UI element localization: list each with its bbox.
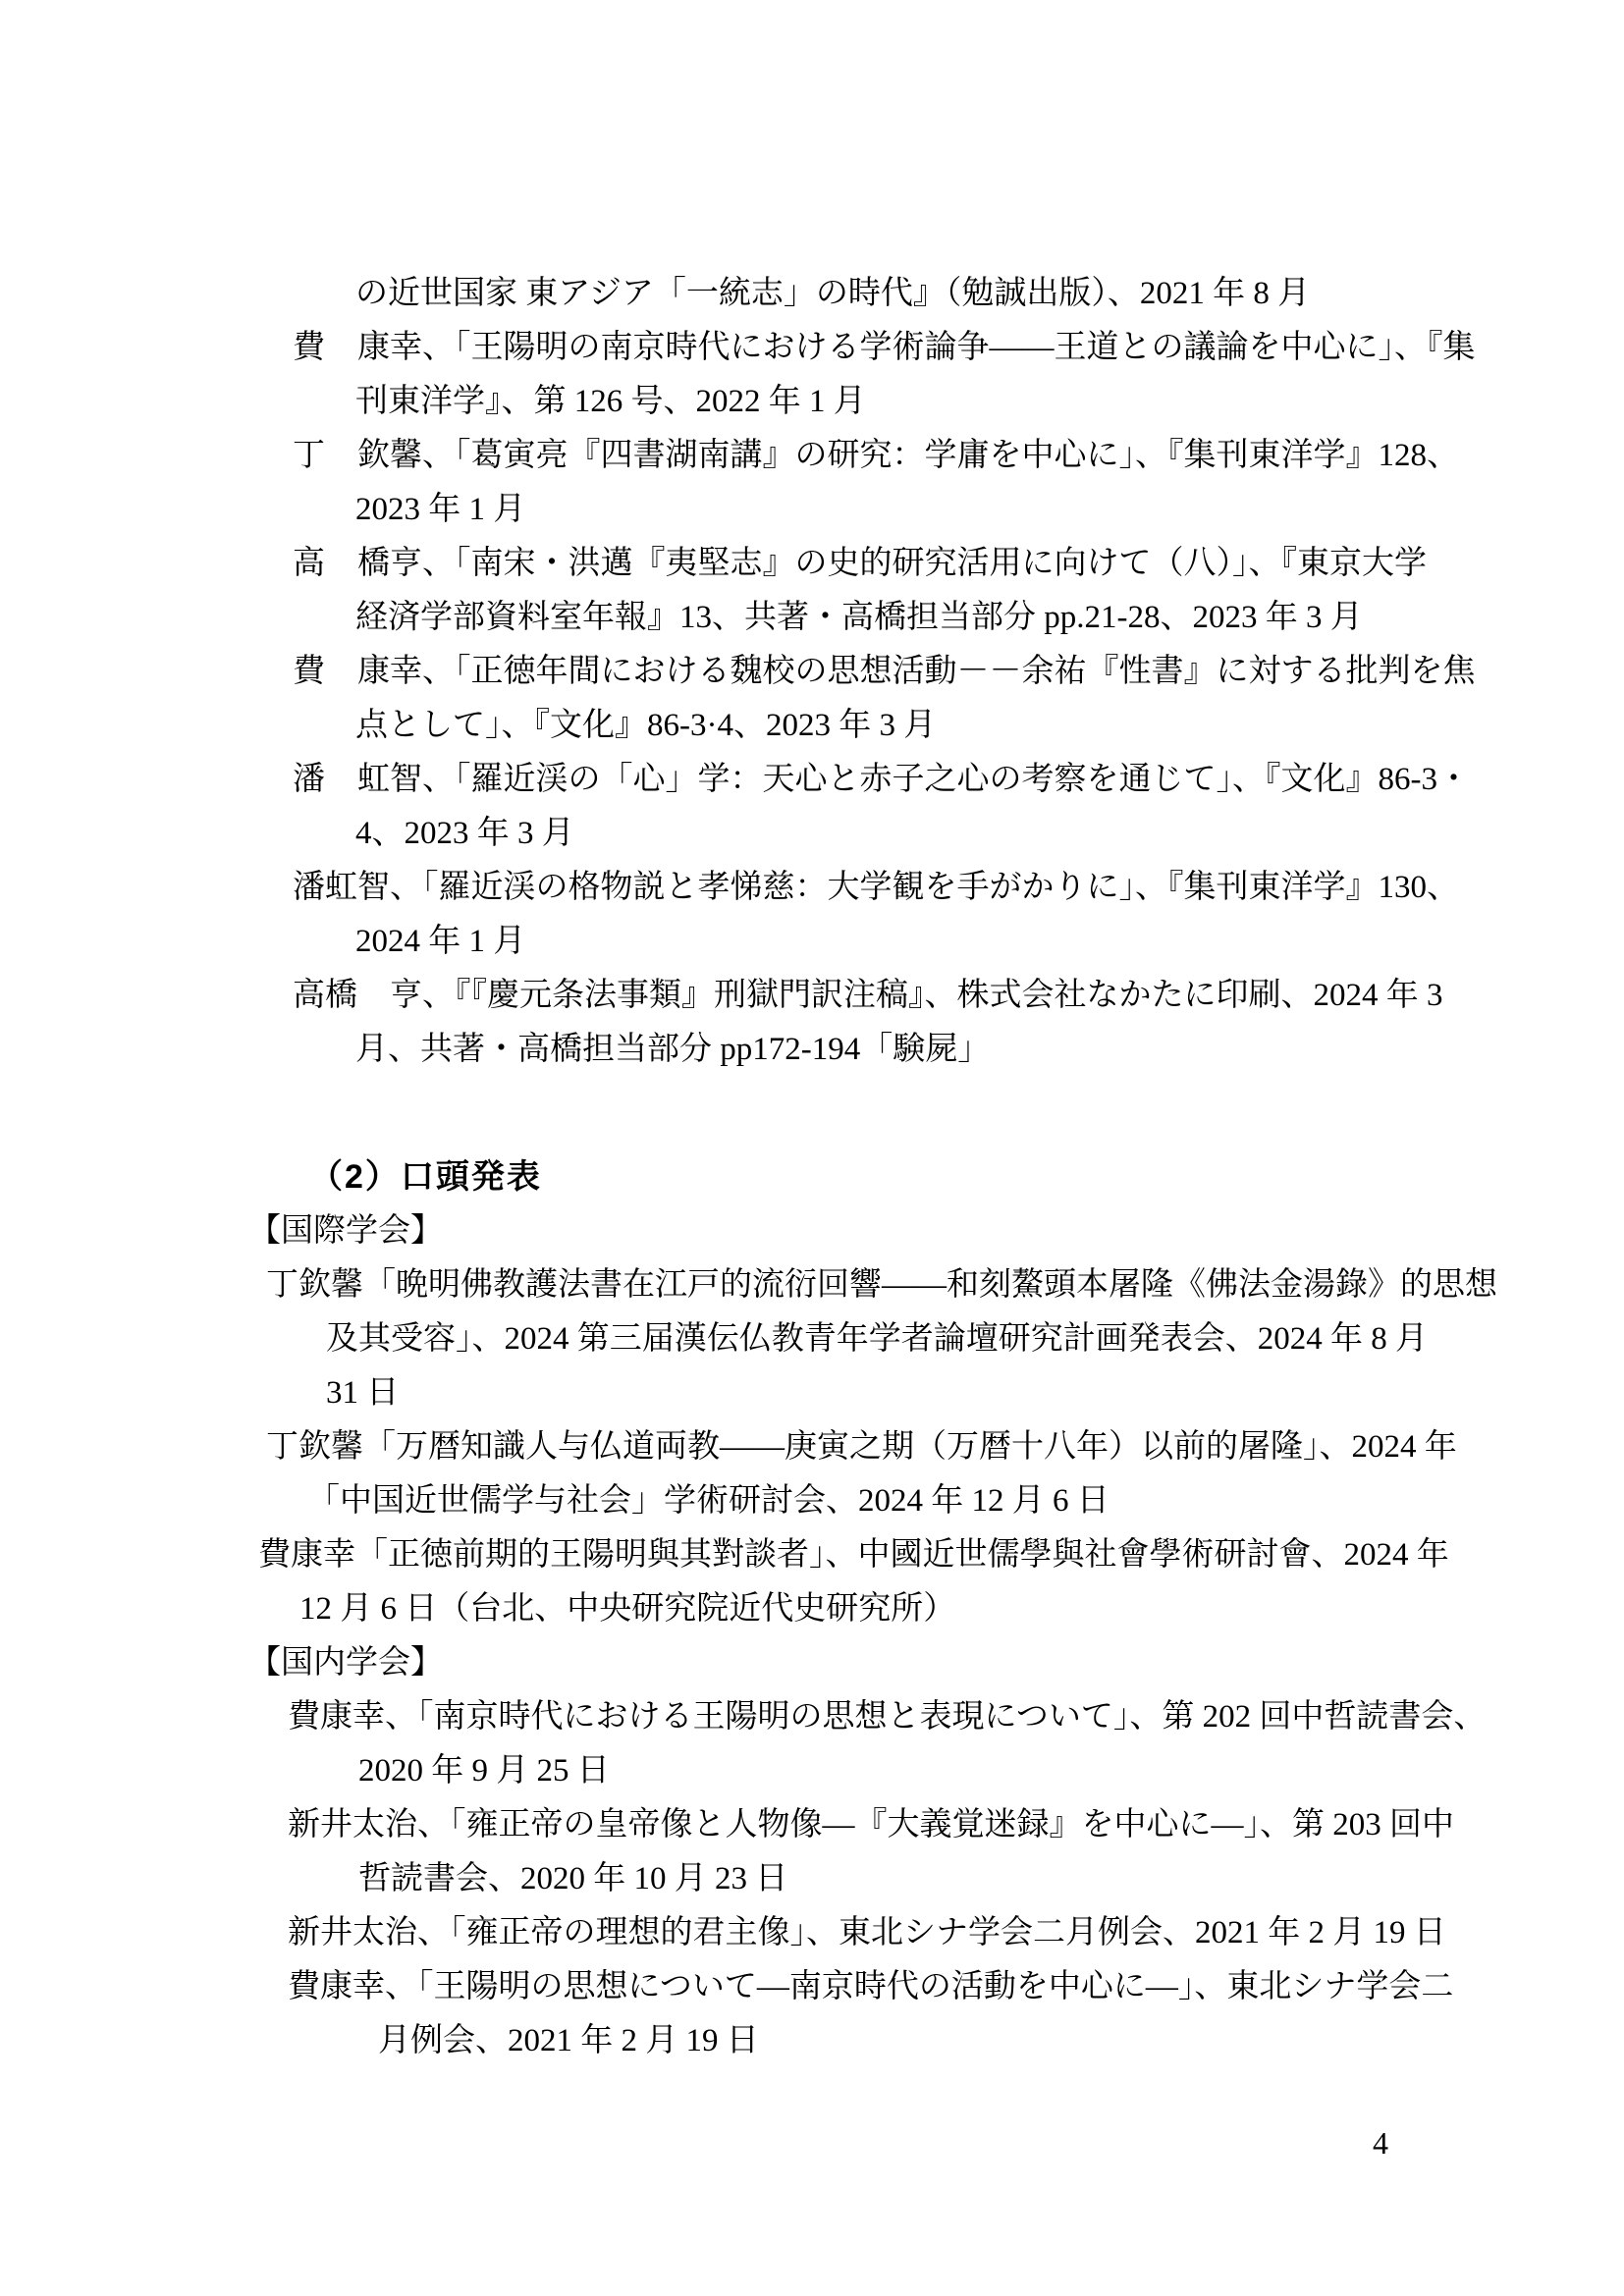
text-line: 哲読書会、2020 年 10 月 23 日: [358, 1861, 788, 1896]
text-line: 丁欽馨「晩明佛教護法書在江戸的流衍回響——和刻鰲頭本屠隆《佛法金湯錄》的思想: [266, 1267, 1497, 1303]
text-line: 及其受容」、2024 第三届漢伝仏教青年学者論壇研究計画発表会、2024 年 8 月: [326, 1321, 1428, 1357]
text-line: 費 康幸、「正徳年間における魏校の思想活動－－余祐『性書』に対する批判を焦: [293, 654, 1476, 689]
text-line: 丁欽馨「万暦知識人与仏道両教——庚寅之期（万暦十八年）以前的屠隆」、2024 年: [266, 1429, 1457, 1465]
text-line: 新井太治、「雍正帝の理想的君主像」、東北シナ学会二月例会、2021 年 2 月 19 日: [288, 1915, 1446, 1950]
text-line: 4、2023 年 3 月: [355, 816, 574, 851]
text-line: 2023 年 1 月: [355, 492, 526, 527]
subsection-label: 【国内学会】: [248, 1645, 443, 1681]
text-line: 刊東洋学』、第 126 号、2022 年 1 月: [355, 384, 866, 419]
text-line: 月例会、2021 年 2 月 19 日: [378, 2023, 759, 2058]
text-line: 潘虹智、「羅近渓の格物説と孝悌慈：大学観を手がかりに」、『集刊東洋学』130、: [293, 870, 1459, 905]
page-number: 4: [1373, 2125, 1388, 2161]
text-line: 潘 虹智、「羅近渓の「心」学：天心と赤子之心の考察を通じて」、『文化』86-3・: [293, 762, 1470, 797]
text-line: 費 康幸、「王陽明の南京時代における学術論争——王道との議論を中心に」、『集: [293, 330, 1476, 365]
oral-presentations-heading: （2）口頭発表: [309, 1158, 542, 1196]
text-line: 2020 年 9 月 25 日: [358, 1753, 610, 1789]
text-line: 丁 欽馨、「葛寅亮『四書湖南講』の研究：学庸を中心に」、『集刊東洋学』128、: [293, 438, 1459, 473]
subsection-label: 【国際学会】: [248, 1213, 443, 1249]
text-line: 経済学部資料室年報』13、共著・高橋担当部分 pp.21-28、2023 年 3 月: [355, 600, 1363, 635]
oral-presentations-section: [0, 1204, 1497, 2068]
publications-list-section: [0, 267, 1476, 1077]
text-line: の近世国家 東アジア「一統志」の時代』（勉誠出版）、2021 年 8 月: [355, 276, 1311, 311]
text-line: 12 月 6 日（台北、中央研究院近代史研究所）: [299, 1591, 956, 1627]
text-line: 新井太治、「雍正帝の皇帝像と人物像―『大義覚迷録』を中心に―」、第 203 回中: [288, 1807, 1454, 1842]
text-line: 高橋 亨、『『慶元条法事類』刑獄門訳注稿』、株式会社なかたに印刷、2024 年 3: [293, 978, 1443, 1013]
text-line: 費康幸「正徳前期的王陽明與其對談者」、中國近世儒學與社會學術研討會、2024 年: [258, 1537, 1449, 1573]
text-line: 「中国近世儒学与社会」学術研討会、2024 年 12 月 6 日: [307, 1483, 1110, 1519]
text-line: 費康幸、「王陽明の思想について―南京時代の活動を中心に―」、東北シナ学会二: [288, 1969, 1454, 2004]
text-line: 2024 年 1 月: [355, 924, 526, 959]
text-line: 高 橋亨、「南宋・洪邁『夷堅志』の史的研究活用に向けて（八）」、『東京大学: [293, 546, 1427, 581]
text-line: 月、共著・高橋担当部分 pp172-194「験屍」: [355, 1032, 991, 1067]
text-line: 31 日: [326, 1375, 400, 1411]
text-line: 点として」、『文化』86-3·4、2023 年 3 月: [355, 708, 937, 743]
text-line: 費康幸、「南京時代における王陽明の思想と表現について」、第 202 回中哲読書会、: [288, 1699, 1487, 1735]
